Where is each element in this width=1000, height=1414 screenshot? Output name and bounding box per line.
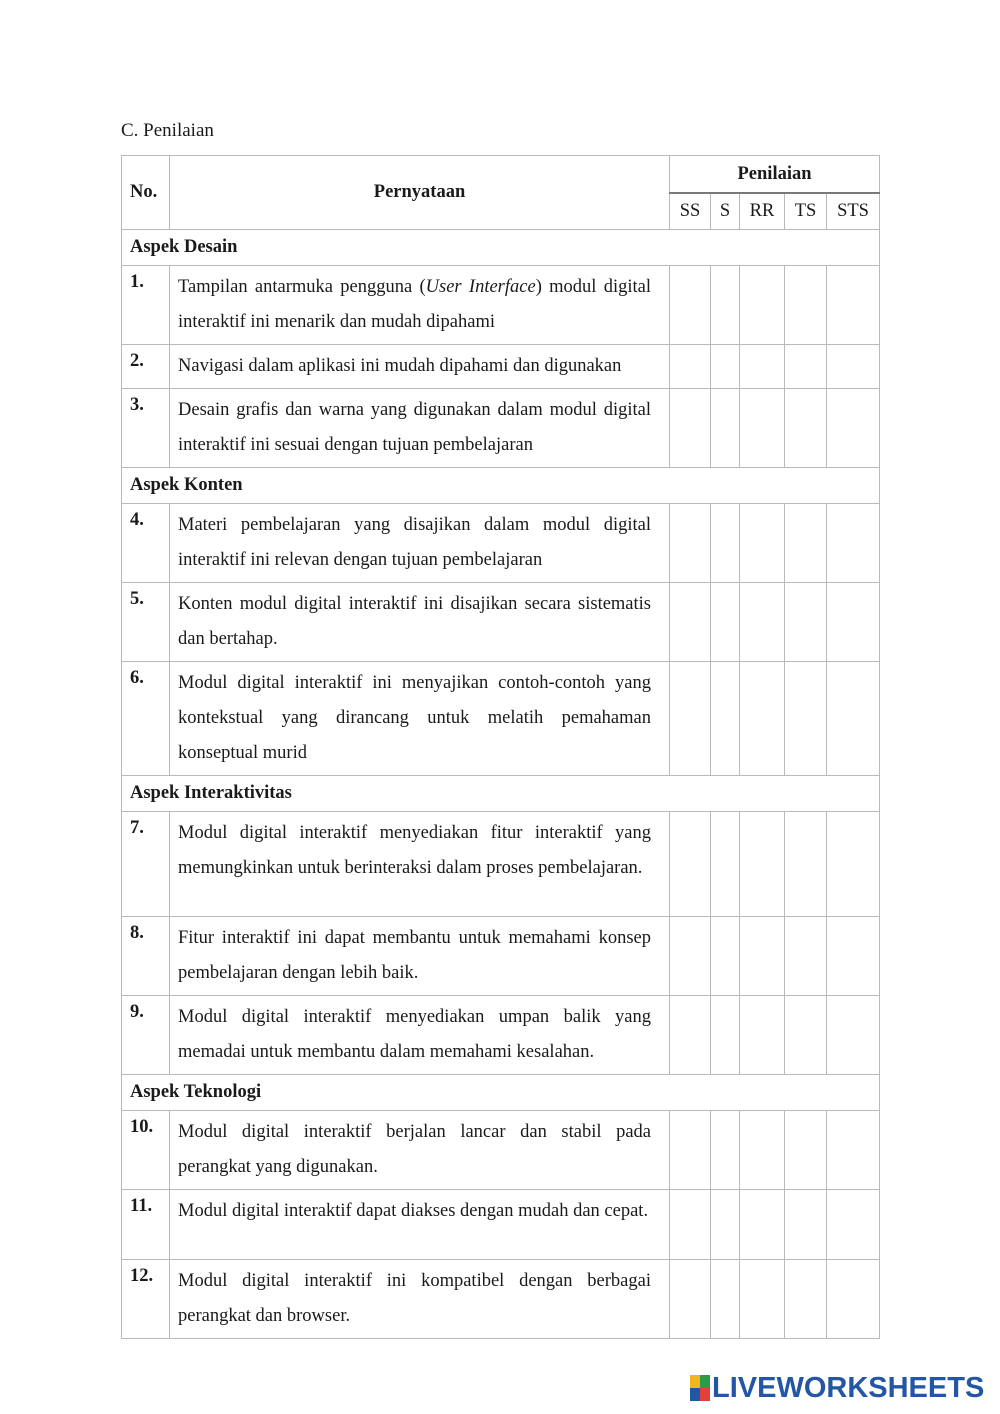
rating-cell-sts[interactable]: [827, 583, 880, 662]
rating-cell-rr[interactable]: [740, 917, 785, 996]
statement-text: Navigasi dalam aplikasi ini mudah dipahami dan digunakan: [178, 356, 622, 376]
rating-cell-sts[interactable]: [827, 345, 880, 389]
item-number: 10.: [122, 1111, 170, 1190]
rating-cell-ts[interactable]: [785, 996, 827, 1075]
statement-text: Tampilan antarmuka pengguna (: [178, 277, 426, 297]
rating-cell-ss[interactable]: [670, 812, 711, 917]
header-option-ss: SS: [670, 193, 711, 230]
header-statement: Pernyataan: [170, 156, 670, 230]
item-statement: [170, 504, 670, 583]
rating-cell-s[interactable]: [711, 583, 740, 662]
section-title: C. Penilaian: [121, 120, 214, 141]
rating-cell-s[interactable]: [711, 266, 740, 345]
rating-cell-ts[interactable]: [785, 1111, 827, 1190]
statement-text: Modul digital interaktif ini menyajikan contoh-contoh yang kontekstual yang dirancang untuk melatih pemahaman konseptual murid: [178, 673, 651, 763]
rating-cell-ts[interactable]: [785, 389, 827, 468]
rating-cell-rr[interactable]: [740, 389, 785, 468]
rating-cell-sts[interactable]: [827, 504, 880, 583]
rating-cell-ss[interactable]: [670, 389, 711, 468]
rating-cell-rr[interactable]: [740, 1190, 785, 1260]
rating-cell-sts[interactable]: [827, 389, 880, 468]
table-row: [122, 1260, 880, 1339]
table-row: [122, 389, 880, 468]
table-row: [122, 662, 880, 776]
rating-cell-sts[interactable]: [827, 996, 880, 1075]
rating-cell-ts[interactable]: [785, 504, 827, 583]
item-statement: [170, 1260, 670, 1339]
rating-cell-rr[interactable]: [740, 812, 785, 917]
item-statement: [170, 389, 670, 468]
item-number: 9.: [122, 996, 170, 1075]
rating-cell-s[interactable]: [711, 1190, 740, 1260]
logo-square: [690, 1388, 700, 1401]
item-statement: [170, 1111, 670, 1190]
table-row: [122, 1111, 880, 1190]
rating-cell-sts[interactable]: [827, 917, 880, 996]
header-rating-group: Penilaian: [670, 156, 880, 194]
rating-cell-sts[interactable]: [827, 662, 880, 776]
rating-cell-s[interactable]: [711, 504, 740, 583]
header-option-s: S: [711, 193, 740, 230]
table-row: [122, 812, 880, 917]
rating-cell-s[interactable]: [711, 812, 740, 917]
rating-cell-s[interactable]: [711, 345, 740, 389]
rating-cell-s[interactable]: [711, 996, 740, 1075]
item-number: 5.: [122, 583, 170, 662]
rating-cell-ts[interactable]: [785, 1190, 827, 1260]
table-row: [122, 345, 880, 389]
liveworksheets-logo: [690, 1372, 984, 1404]
rating-cell-ss[interactable]: [670, 917, 711, 996]
table-row: [122, 266, 880, 345]
item-number: 11.: [122, 1190, 170, 1260]
rating-cell-s[interactable]: [711, 662, 740, 776]
statement-text: Materi pembelajaran yang disajikan dalam modul digital interaktif ini relevan dengan tujuan pembelajaran: [178, 515, 651, 570]
item-number: 3.: [122, 389, 170, 468]
rating-cell-sts[interactable]: [827, 812, 880, 917]
rating-cell-rr[interactable]: [740, 1111, 785, 1190]
item-number: 8.: [122, 917, 170, 996]
table-row: [122, 996, 880, 1075]
rating-cell-sts[interactable]: [827, 1111, 880, 1190]
table-row: [122, 504, 880, 583]
item-statement: [170, 1190, 670, 1260]
logo-square: [690, 1375, 700, 1388]
table-row: [122, 1190, 880, 1260]
table-body: [122, 230, 880, 1339]
rating-cell-ss[interactable]: [670, 1190, 711, 1260]
item-statement: [170, 996, 670, 1075]
rating-cell-ts[interactable]: [785, 917, 827, 996]
rating-cell-ts[interactable]: [785, 812, 827, 917]
statement-text: Konten modul digital interaktif ini disajikan secara sistematis dan bertahap.: [178, 594, 651, 649]
rating-cell-s[interactable]: [711, 917, 740, 996]
item-statement: [170, 345, 670, 389]
rating-cell-s[interactable]: [711, 389, 740, 468]
rating-cell-ts[interactable]: [785, 583, 827, 662]
aspect-title: Aspek Desain: [122, 230, 880, 266]
rating-cell-rr[interactable]: [740, 583, 785, 662]
rating-cell-ts[interactable]: [785, 662, 827, 776]
rating-cell-rr[interactable]: [740, 266, 785, 345]
assessment-table: [121, 155, 880, 1339]
rating-cell-ss[interactable]: [670, 345, 711, 389]
aspect-title: Aspek Interaktivitas: [122, 776, 880, 812]
rating-cell-ss[interactable]: [670, 996, 711, 1075]
item-statement: [170, 917, 670, 996]
item-number: 2.: [122, 345, 170, 389]
aspect-row: [122, 776, 880, 812]
rating-cell-ss[interactable]: [670, 1111, 711, 1190]
rating-cell-ts[interactable]: [785, 345, 827, 389]
item-statement: [170, 583, 670, 662]
statement-text: Modul digital interaktif dapat diakses dengan mudah dan cepat.: [178, 1201, 649, 1221]
liveworksheets-logo-icon: [690, 1375, 710, 1401]
statement-text: Modul digital interaktif berjalan lancar dan stabil pada perangkat yang digunakan.: [178, 1122, 651, 1177]
statement-text-continued: ) modul digital interaktif ini menarik dan mudah dipahami: [178, 277, 651, 332]
table-row: [122, 917, 880, 996]
rating-cell-ss[interactable]: [670, 583, 711, 662]
rating-cell-rr[interactable]: [740, 1260, 785, 1339]
aspect-title: Aspek Teknologi: [122, 1075, 880, 1111]
statement-italic-text: User Interface: [425, 277, 536, 297]
item-statement: [170, 662, 670, 776]
aspect-row: [122, 468, 880, 504]
rating-cell-ss[interactable]: [670, 504, 711, 583]
aspect-row: [122, 1075, 880, 1111]
header-no: No.: [122, 156, 170, 230]
statement-text: Modul digital interaktif menyediakan umpan balik yang memadai untuk membantu dalam memahami kesalahan.: [178, 1007, 651, 1062]
logo-text: LIVEWORKSHEETS: [712, 1371, 985, 1404]
item-number: 6.: [122, 662, 170, 776]
rating-cell-rr[interactable]: [740, 345, 785, 389]
aspect-title: Aspek Konten: [122, 468, 880, 504]
statement-text: Modul digital interaktif ini kompatibel dengan berbagai perangkat dan browser.: [178, 1271, 651, 1326]
rating-cell-sts[interactable]: [827, 266, 880, 345]
item-number: 4.: [122, 504, 170, 583]
statement-text: Modul digital interaktif menyediakan fitur interaktif yang memungkinkan untuk berinteraksi dalam proses pembelajaran.: [178, 823, 651, 878]
table-row: [122, 583, 880, 662]
header-option-rr: RR: [740, 193, 785, 230]
rating-cell-rr[interactable]: [740, 662, 785, 776]
rating-cell-ts[interactable]: [785, 1260, 827, 1339]
item-number: 1.: [122, 266, 170, 345]
logo-square: [700, 1375, 710, 1388]
rating-cell-s[interactable]: [711, 1260, 740, 1339]
rating-cell-rr[interactable]: [740, 504, 785, 583]
header-option-ts: TS: [785, 193, 827, 230]
rating-cell-ss[interactable]: [670, 662, 711, 776]
item-number: 12.: [122, 1260, 170, 1339]
rating-cell-ss[interactable]: [670, 266, 711, 345]
rating-cell-ts[interactable]: [785, 266, 827, 345]
rating-cell-ss[interactable]: [670, 1260, 711, 1339]
rating-cell-sts[interactable]: [827, 1260, 880, 1339]
logo-square: [700, 1388, 710, 1401]
aspect-row: [122, 230, 880, 266]
header-option-sts: STS: [827, 193, 880, 230]
rating-cell-rr[interactable]: [740, 996, 785, 1075]
item-statement: [170, 266, 670, 345]
rating-cell-sts[interactable]: [827, 1190, 880, 1260]
statement-text: Desain grafis dan warna yang digunakan dalam modul digital interaktif ini sesuai dengan tujuan pembelajaran: [178, 400, 651, 455]
statement-text: Fitur interaktif ini dapat membantu untuk memahami konsep pembelajaran dengan lebih baik.: [178, 928, 651, 983]
item-number: 7.: [122, 812, 170, 917]
item-statement: [170, 812, 670, 917]
rating-cell-s[interactable]: [711, 1111, 740, 1190]
